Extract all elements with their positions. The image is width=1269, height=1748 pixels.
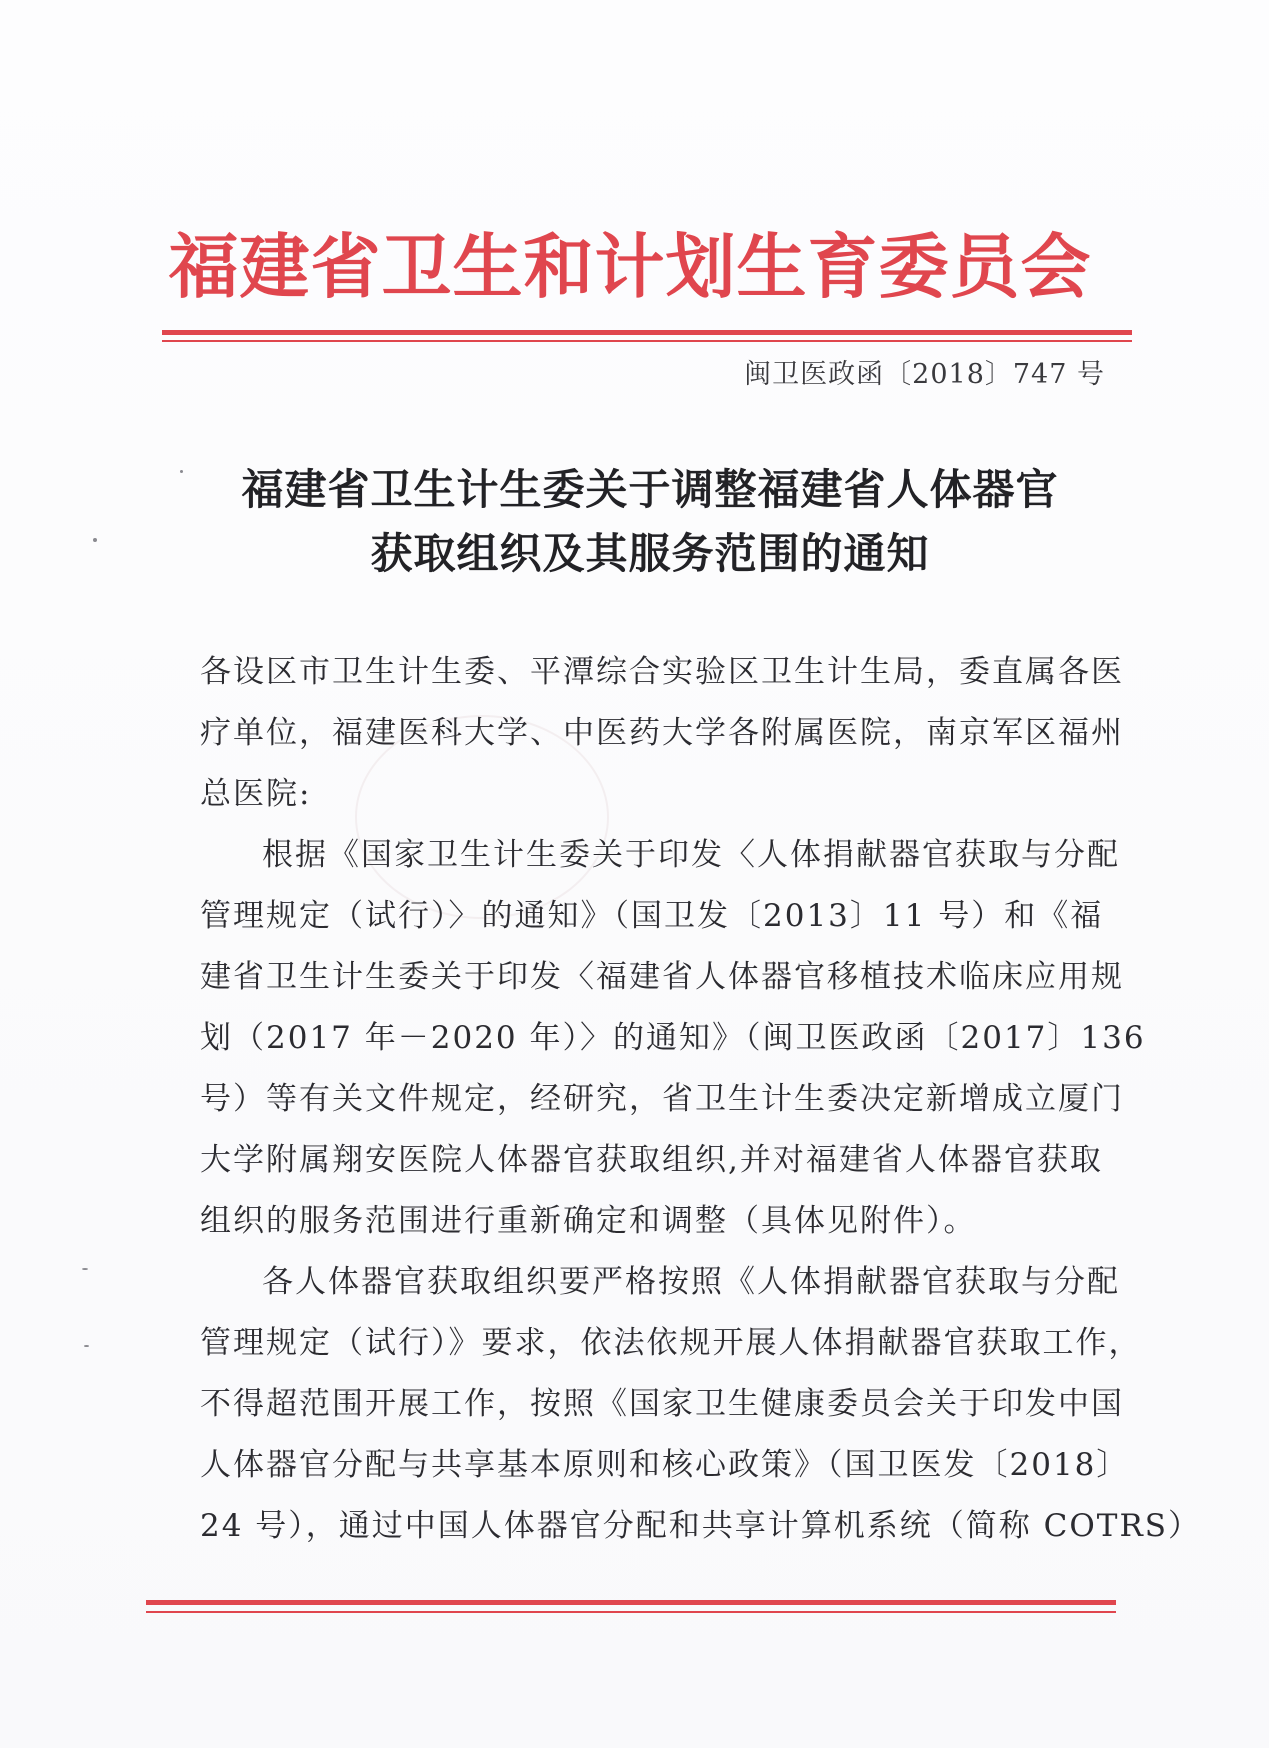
scan-speck	[84, 1345, 89, 1347]
header-red-rule-thin	[162, 340, 1132, 342]
body-line: 管理规定（试行）〉的通知》（国卫发〔2013〕11 号）和《福	[200, 898, 1104, 934]
body-line: 各设区市卫生计生委、平潭综合实验区卫生计生局，委直属各医	[200, 654, 1124, 690]
body-line: 总医院:	[200, 776, 312, 812]
body-line: 各人体器官获取组织要严格按照《人体捐献器官获取与分配	[262, 1264, 1120, 1300]
footer-red-rule	[146, 1600, 1116, 1605]
body-line: 号）等有关文件规定，经研究，省卫生计生委决定新增成立厦门	[200, 1081, 1124, 1117]
body-line: 组织的服务范围进行重新确定和调整（具体见附件）。	[200, 1203, 977, 1239]
body-line: 人体器官分配与共享基本原则和核心政策》（国卫医发〔2018〕	[200, 1447, 1130, 1483]
body-line: 疗单位，福建医科大学、中医药大学各附属医院，南京军区福州	[200, 715, 1124, 751]
organization-header: 福建省卫生和计划生育委员会	[168, 225, 1092, 308]
header-red-rule	[162, 330, 1132, 335]
document-title-line: 获取组织及其服务范围的通知	[370, 529, 930, 578]
document-title-line: 福建省卫生计生委关于调整福建省人体器官	[241, 465, 1059, 514]
scan-speck	[180, 470, 183, 473]
body-line: 大学附属翔安医院人体器官获取组织,并对福建省人体器官获取	[200, 1142, 1103, 1178]
document-body	[200, 642, 1202, 1557]
body-line: 管理规定（试行）》要求，依法依规开展人体捐献器官获取工作，	[200, 1325, 1142, 1361]
scan-speck	[82, 1268, 88, 1270]
body-line: 划（2017 年－2020 年）〉的通知》（闽卫医政函〔2017〕136	[200, 1020, 1146, 1056]
document-number: 闽卫医政函〔2018〕747 号	[744, 359, 1105, 390]
scan-speck	[93, 538, 97, 542]
body-line: 根据《国家卫生计生委关于印发〈人体捐献器官获取与分配	[262, 837, 1120, 873]
footer-red-rule-thin	[146, 1611, 1116, 1613]
body-line: 24 号），通过中国人体器官分配和共享计算机系统（简称 COTRS）	[200, 1508, 1202, 1544]
body-line: 建省卫生计生委关于印发〈福建省人体器官移植技术临床应用规	[200, 959, 1124, 995]
document-title	[200, 458, 1100, 586]
body-line: 不得超范围开展工作，按照《国家卫生健康委员会关于印发中国	[200, 1386, 1124, 1422]
